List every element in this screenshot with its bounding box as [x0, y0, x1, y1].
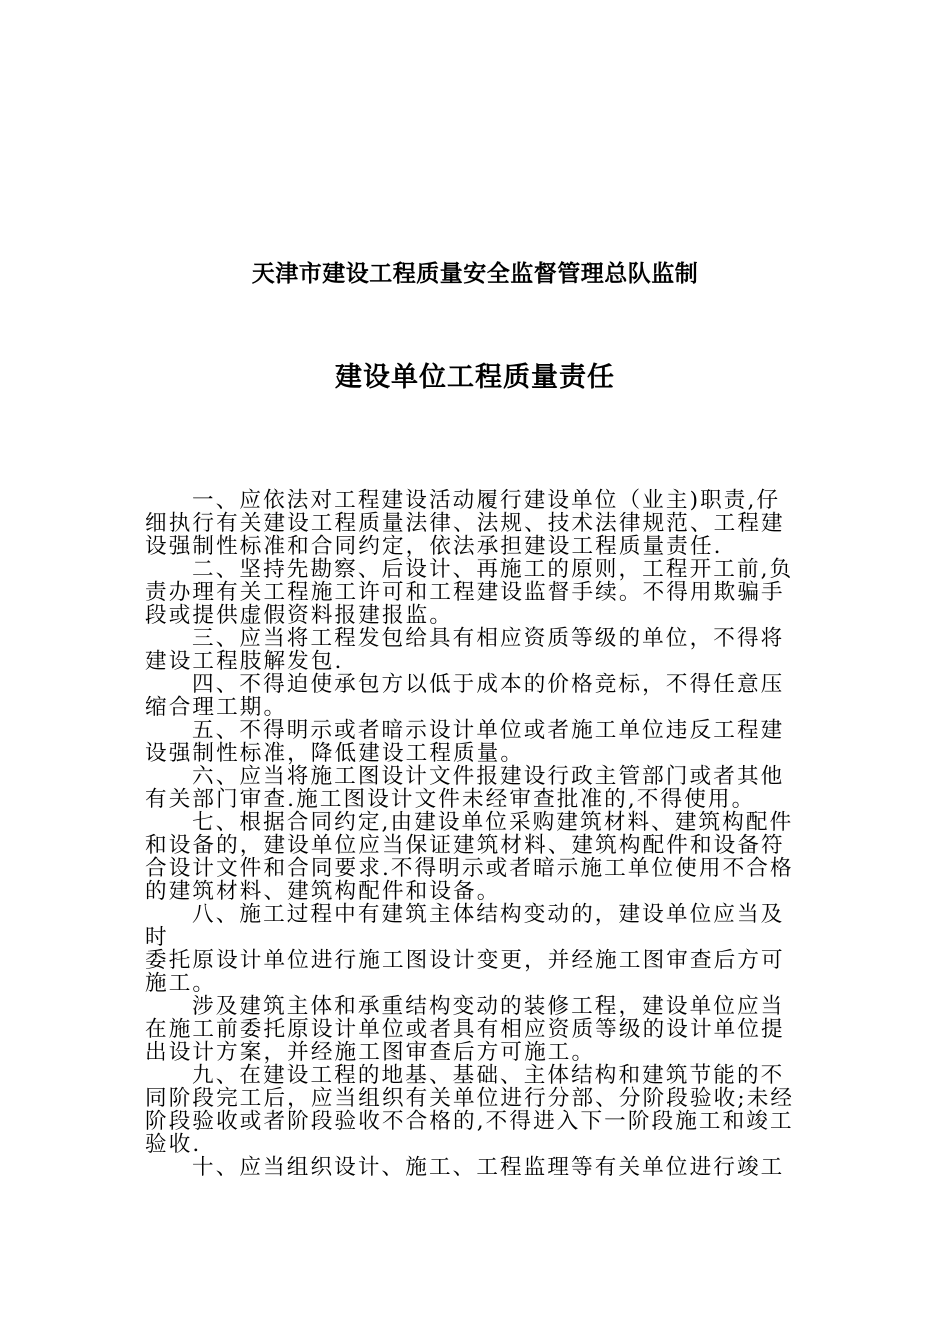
text-line: 时: [145, 925, 169, 950]
text-line: 六、应当将施工图设计文件报建设行政主管部门或者其他: [192, 764, 785, 789]
text-line: 四、不得迫使承包方以低于成本的价格竞标，不得任意压: [192, 672, 785, 697]
text-line: 验收.: [145, 1132, 202, 1157]
text-line: 同阶段完工后，应当组织有关单位进行分部、分阶段验收;未经: [145, 1086, 795, 1111]
org-title: 天津市建设工程质量安全监督管理总队监制: [251, 261, 699, 287]
text-line: 涉及建筑主体和承重结构变动的装修工程，建设单位应当: [192, 994, 785, 1019]
text-line: 出设计方案，并经施工图审查后方可施工。: [145, 1040, 596, 1065]
text-line: 和设备的，建设单位应当保证建筑材料、建筑构配件和设备符: [145, 833, 785, 858]
doc-title: 建设单位工程质量责任: [335, 362, 615, 393]
text-line: 有关部门审查.施工图设计文件未经审查批准的,不得使用。: [145, 787, 756, 812]
text-line: 段或提供虚假资料报建报监。: [145, 603, 454, 628]
text-line: 八、施工过程中有建筑主体结构变动的，建设单位应当及: [192, 902, 785, 927]
text-line: 的建筑材料、建筑构配件和设备。: [145, 879, 501, 904]
text-line: 设强制性标准，降低建设工程质量。: [145, 741, 525, 766]
text-line: 委托原设计单位进行施工图设计变更，并经施工图审查后方可: [145, 948, 785, 973]
text-line: 设强制性标准和合同约定，依法承担建设工程质量责任.: [145, 534, 723, 559]
text-line: 缩合理工期。: [145, 695, 288, 720]
text-line: 建设工程肢解发包.: [145, 649, 344, 674]
text-line: 五、不得明示或者暗示设计单位或者施工单位违反工程建: [192, 718, 785, 743]
text-line: 在施工前委托原设计单位或者具有相应资质等级的设计单位提: [145, 1017, 785, 1042]
document-body: [145, 489, 807, 1179]
text-line: 细执行有关建设工程质量法律、法规、技术法律规范、工程建: [145, 511, 785, 536]
text-line: 责办理有关工程施工许可和工程建设监督手续。不得用欺骗手: [145, 580, 785, 605]
text-line: 阶段验收或者阶段验收不合格的,不得进入下一阶段施工和竣工: [145, 1109, 794, 1134]
text-line: 九、在建设工程的地基、基础、主体结构和建筑节能的不: [192, 1063, 785, 1088]
text-line: 一、应依法对工程建设活动履行建设单位（业主)职责,仔: [192, 488, 781, 513]
text-line: 施工。: [145, 971, 217, 996]
text-line: 三、应当将工程发包给具有相应资质等级的单位，不得将: [192, 626, 785, 651]
text-line: 七、根据合同约定,由建设单位采购建筑材料、建筑构配件: [192, 810, 794, 835]
text-line: 二、坚持先勘察、后设计、再施工的原则，工程开工前,负: [192, 557, 794, 582]
text-line: 十、应当组织设计、施工、工程监理等有关单位进行竣工: [192, 1155, 785, 1180]
text-line: 合设计文件和合同要求.不得明示或者暗示施工单位使用不合格: [145, 856, 794, 881]
